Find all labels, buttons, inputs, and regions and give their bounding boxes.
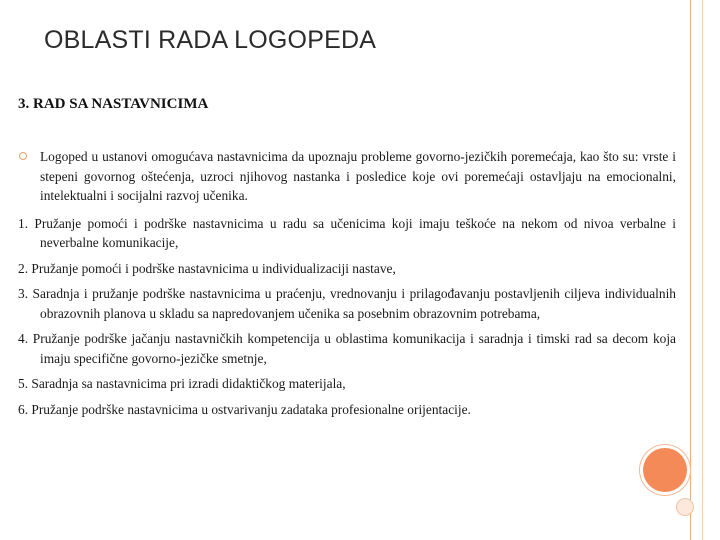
list-item-3: 3. Saradnja i pružanje podrške nastavnicima u praćenju, vrednovanju i prilagođavanju postavljenih ciljeva individualnih obrazovnih planova u skladu sa napredovanjem učenika sa posebnim obrazovnim potrebama, (18, 286, 676, 321)
page-title: OBLASTI RADA LOGOPEDA (44, 26, 377, 54)
slide-content (18, 147, 676, 425)
list-item-6: 6. Pružanje podrške nastavnicima u ostvarivanju zadataka profesionalne orijentacije. (18, 401, 471, 417)
decorative-vertical-line (690, 0, 691, 540)
list-item-5: 5. Saradnja sa nastavnicima pri izradi didaktičkog materijala, (18, 376, 346, 391)
list-item-4: 4. Pružanje podrške jačanju nastavničkih kompetencija u oblastima komunikacija i saradnja i timski rad sa decom koja imaju specifične govorno-jezičke smetnje, (18, 331, 676, 366)
bullet-text: Logoped u ustanovi omogućava nastavnicima da upoznaju probleme govorno-jezičkih poremećaja, kao što su: vrste i stepeni govornog oštećenja, uzroci njihovog nastanka i posledice koje ovi poremećaji ostavljaju na emocionalni, intelektualni i socijalni razvoj učenika. (40, 149, 676, 203)
section-subtitle: 3. RAD SA NASTAVNICIMA (18, 96, 209, 112)
bullet-paragraph (18, 147, 676, 206)
decorative-orange-circle (643, 448, 687, 492)
list-item-2: 2. Pružanje pomoći i podrške nastavnicima u individualizaciji nastave, (18, 260, 396, 276)
list-item-1: 1. Pružanje pomoći i podrške nastavnicima u radu sa učenicima koji imaju teškoće na nekom od nivoa verbalne i neverbalne komunikacije, (18, 215, 676, 250)
decorative-vertical-line-inner (702, 0, 703, 540)
decorative-small-circle (676, 498, 694, 516)
circle-bullet-icon (19, 152, 27, 160)
